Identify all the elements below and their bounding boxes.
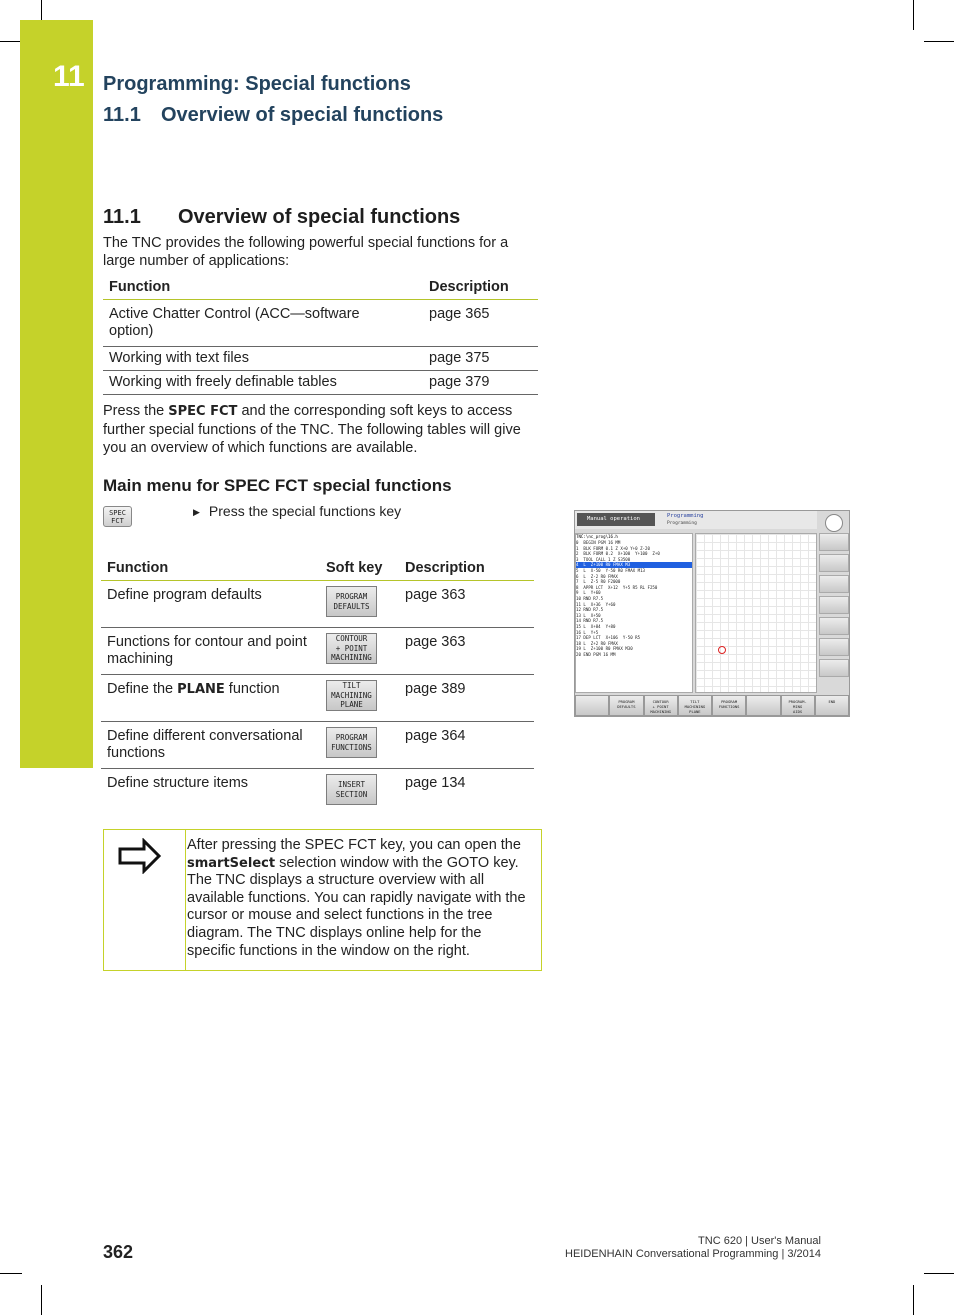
page-ref-cell: page 363	[399, 581, 534, 628]
page-number: 362	[103, 1242, 134, 1262]
screen-softkey-label: CONTOUR	[652, 699, 669, 704]
screen-softkey	[746, 695, 780, 716]
program-line: 10 RND R7.5	[576, 595, 604, 601]
tnc-screen-image	[574, 510, 850, 717]
function-cell	[101, 675, 320, 722]
screen-softkey-label: AIDS	[793, 709, 803, 714]
program-line: 2 BLK FORM 0.2 X+100 Y+100 Z+0	[576, 551, 660, 557]
softkey-cell	[320, 722, 399, 769]
program-line: 17 DEP LCT X+106 Y-50 R5	[576, 635, 641, 641]
screen-softkey-label: MING	[793, 704, 803, 709]
chapter-title: Programming: Special functions	[103, 73, 411, 95]
crop-mark	[924, 1273, 954, 1274]
chapter-tab	[20, 20, 93, 768]
crop-mark	[0, 41, 22, 42]
program-line: 20 END PGM 16 MM	[576, 651, 616, 657]
note-divider	[185, 829, 186, 971]
screen-softkey	[575, 695, 609, 716]
screen-softkey	[644, 695, 678, 716]
side-softkey	[819, 554, 849, 572]
screen-softkey-label: DEFAULTS	[617, 704, 636, 709]
step-text: Press the special functions key	[208, 503, 402, 519]
note-keyword: smartSelect	[187, 855, 276, 871]
tilt-machining-plane-softkey	[326, 680, 377, 711]
softkey-cell	[320, 628, 399, 675]
softkey-label: SECTION	[335, 789, 368, 799]
footer-line: HEIDENHAIN Conversational Programming | 3/2014	[565, 1248, 821, 1260]
program-line: 16 L Y+5	[576, 629, 599, 635]
screen-softkey-label: END	[828, 699, 836, 704]
program-line: 11 L X+36 Y+60	[576, 601, 616, 607]
screen-softkey-label: PROGRAM	[721, 699, 738, 704]
table-row	[103, 300, 538, 347]
paragraph-text: and the corresponding soft keys to access further special functions of the TNC. The following tables will give you an overview of which functions are available.	[103, 403, 521, 456]
softkey-label: PLANE	[340, 700, 363, 710]
program-functions-softkey	[326, 727, 377, 758]
program-line: 9 L Y+60	[576, 590, 601, 596]
note-arrow-icon	[118, 838, 162, 874]
side-softkey	[819, 638, 849, 656]
program-editor	[575, 533, 693, 693]
table-row	[103, 371, 538, 395]
side-softkey	[819, 575, 849, 593]
softkey-cell	[320, 675, 399, 722]
program-line: 1 BLK FORM 0.1 Z X+0 Y+0 Z-20	[576, 545, 650, 551]
softkey-label: TILT	[342, 681, 361, 691]
screen-softkey	[609, 695, 643, 716]
page-ref-cell: page 379	[423, 371, 538, 395]
crop-mark	[41, 1285, 42, 1315]
program-line: 3 TOOL CALL 1 Z S3500	[576, 556, 631, 562]
program-lines	[576, 540, 692, 657]
table-row	[101, 675, 534, 722]
table-row	[101, 628, 534, 675]
contour-point-machining-softkey	[326, 633, 377, 664]
key-label: FCT	[111, 517, 124, 525]
table-row	[101, 769, 534, 816]
program-line: 15 L X+84 Y+80	[576, 623, 616, 629]
column-header: Function	[101, 556, 320, 581]
section-number: 11.1	[103, 206, 141, 228]
page-ref-cell: page 134	[405, 775, 466, 791]
page-ref-cell: page 363	[399, 628, 534, 675]
screen-header	[575, 511, 817, 529]
table-row	[101, 722, 534, 769]
table-row	[103, 347, 538, 371]
spec-fct-paragraph	[103, 402, 533, 457]
note-text	[187, 837, 527, 960]
program-line: 18 L Z+2 R0 FMAX	[576, 640, 618, 646]
graphics-window	[695, 533, 817, 693]
function-cell: Working with freely definable tables	[103, 371, 423, 395]
running-section-number: 11.1	[103, 104, 141, 126]
column-header: Description	[399, 556, 534, 581]
softkey-label: FUNCTIONS	[331, 742, 372, 752]
bullet-triangle-icon: ▶	[193, 507, 200, 517]
tab-sublabel: Programming	[667, 521, 697, 526]
page-ref-cell: page 364	[399, 722, 534, 769]
insert-section-softkey	[326, 774, 377, 805]
section-heading	[103, 206, 460, 229]
program-line: 5 L X-50 Y-50 R0 FMAX M13	[576, 567, 646, 573]
workpiece-datum-icon	[718, 646, 726, 654]
function-cell: Working with text files	[103, 347, 423, 371]
crop-mark	[913, 0, 914, 30]
side-softkey	[819, 533, 849, 551]
footer-info	[565, 1235, 821, 1261]
file-path: TNC:\nc_prog\16.h	[576, 534, 692, 540]
note-text-part: selection window with the GOTO key. The TNC displays a structure overview with all available functions. You can rapidly navigate with the cursor or mouse and select functions in the tree diagram. The TNC displays online help for the specific functions in the window on the right.	[187, 854, 526, 959]
function-cell: Functions for contour and point machining	[101, 628, 320, 675]
screen-softkey-label: MACHINING	[650, 709, 671, 714]
special-functions-table	[103, 275, 538, 395]
page-ref-cell: page 365	[423, 300, 538, 347]
softkey-label: + POINT	[335, 643, 368, 653]
function-text: Define the	[107, 681, 178, 697]
screen-softkey-label: TILT	[690, 699, 700, 704]
crop-mark	[0, 1273, 22, 1274]
subsection-heading: Main menu for SPEC FCT special functions	[103, 476, 452, 495]
program-line: 8 APPR LCT X+12 Y+5 R5 RL F250	[576, 584, 658, 590]
function-cell: Define different conversational functions	[101, 722, 320, 769]
program-line: 19 L Z+100 R0 FMAX M30	[576, 646, 633, 652]
horizontal-softkey-row	[575, 695, 849, 716]
crop-mark	[924, 41, 954, 42]
table-header-row	[101, 556, 534, 581]
running-section-header	[103, 104, 443, 127]
softkey-label: CONTOUR	[335, 634, 368, 644]
program-line: 13 L X+50	[576, 612, 601, 618]
running-section-title: Overview of special functions	[161, 104, 444, 126]
screen-softkey-label: PROGRAM	[618, 699, 635, 704]
screen-softkey	[781, 695, 815, 716]
screen-softkey	[678, 695, 712, 716]
side-softkey	[819, 617, 849, 635]
softkey-label: PROGRAM	[335, 733, 368, 742]
side-softkey	[819, 659, 849, 677]
intro-paragraph: The TNC provides the following powerful special functions for a large number of applications:	[103, 235, 509, 269]
column-header: Description	[423, 275, 538, 300]
softkey-label: INSERT	[337, 780, 366, 789]
program-line: 4 L Z+100 R0 FMAX M3	[576, 562, 692, 568]
softkey-cell	[320, 769, 399, 816]
program-line: 14 RND R7.5	[576, 618, 604, 624]
tab-label: Programming	[667, 513, 704, 519]
side-softkey	[819, 596, 849, 614]
function-cell: Define program defaults	[101, 581, 320, 628]
spec-fct-key-icon	[103, 506, 132, 527]
screen-softkey-label: FUNCTIONS	[718, 704, 740, 709]
footer-line: TNC 620 | User's Manual	[698, 1235, 821, 1247]
clock-icon	[825, 514, 843, 532]
softkey-label: PROGRAM	[335, 592, 368, 601]
softkey-label: MACHINING	[331, 690, 372, 700]
column-header: Soft key	[320, 556, 399, 581]
program-line: 7 L Z-5 R0 F2000	[576, 579, 621, 585]
function-text: function	[224, 681, 280, 697]
screen-softkey-label: MACHINING	[684, 704, 706, 709]
paragraph-text: Press the	[103, 403, 169, 419]
program-line: 6 L Z-2 R0 FMAX	[576, 573, 618, 579]
chapter-number: 11	[53, 60, 85, 93]
page-ref-cell: page 389	[399, 675, 534, 722]
key-label: SPEC	[109, 509, 126, 517]
screen-softkey	[815, 695, 849, 716]
crop-mark	[913, 1285, 914, 1315]
screen-softkey-label: PLANE	[689, 709, 701, 714]
softkey-cell	[320, 581, 399, 628]
note-text-part: After pressing the SPEC FCT key, you can open the	[187, 837, 521, 853]
softkey-label: DEFAULTS	[333, 601, 370, 611]
vertical-softkeys	[819, 533, 849, 693]
column-header: Function	[103, 275, 423, 300]
screen-softkey-label: + POINT	[652, 704, 669, 709]
program-defaults-softkey	[326, 586, 377, 617]
crop-mark	[41, 0, 42, 22]
manual-operation-tab: Manual operation	[577, 513, 655, 526]
section-title: Overview of special functions	[178, 206, 461, 228]
table-header-row	[103, 275, 538, 300]
function-cell: Active Chatter Control (ACC—software option)	[103, 300, 423, 347]
spec-fct-menu-table	[101, 556, 534, 816]
key-name: SPEC FCT	[168, 404, 238, 419]
programming-tab	[657, 513, 737, 528]
screen-softkey-label: PROGRAM-	[788, 699, 807, 704]
step-instruction	[193, 503, 401, 519]
page-ref-cell: page 375	[423, 347, 538, 371]
program-line: 12 RND R7.5	[576, 607, 604, 613]
key-name: PLANE	[177, 682, 225, 697]
table-row	[101, 581, 534, 628]
screen-softkey	[712, 695, 746, 716]
program-line: 0 BEGIN PGM 16 MM	[576, 540, 621, 545]
softkey-label: MACHINING	[331, 653, 372, 663]
function-cell: Define structure items	[107, 775, 249, 791]
